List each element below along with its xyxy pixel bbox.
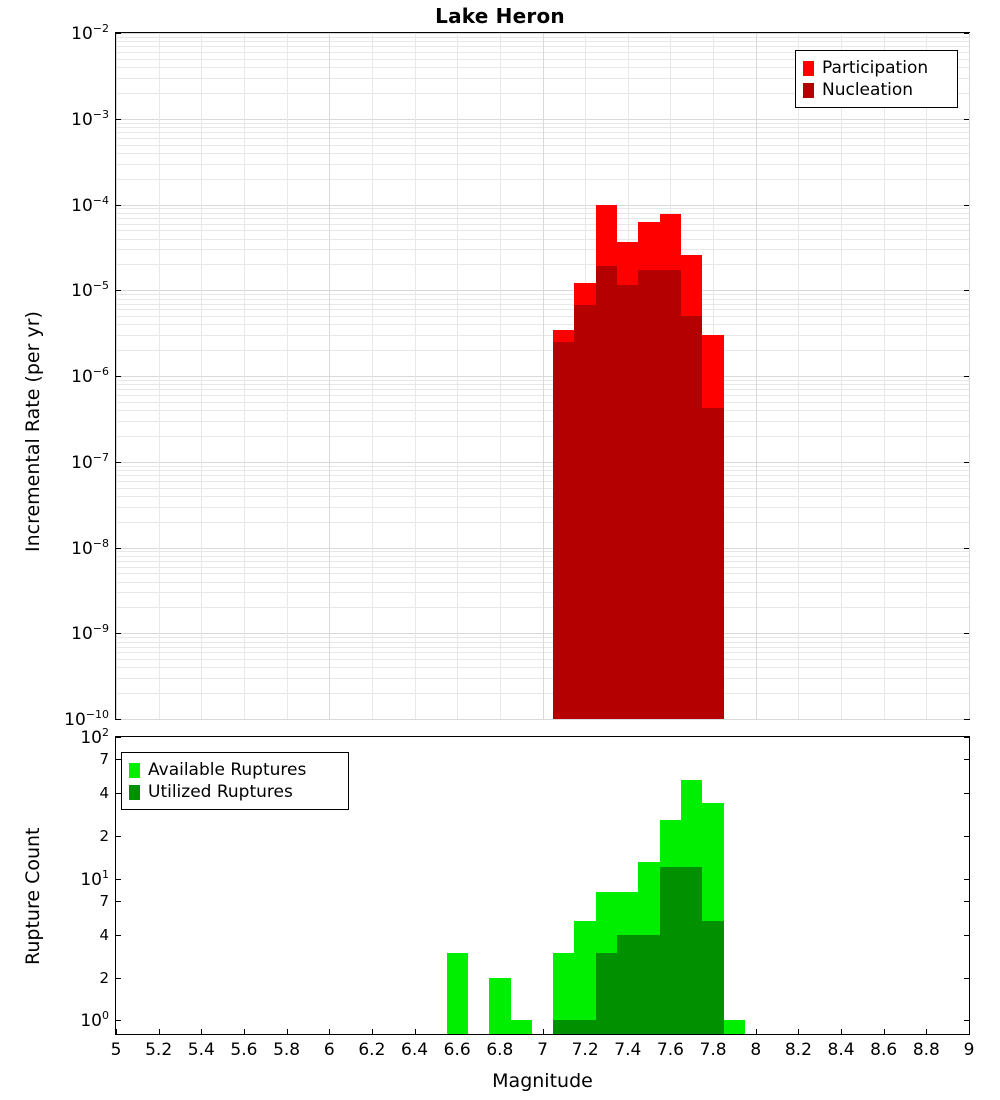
x-tick-label: 7.2 [571,1040,599,1060]
bar-nucleation [681,316,702,719]
x-tick-label: 8.8 [912,1040,940,1060]
y-tick-label: $10^1$ [80,867,109,890]
x-tick-label: 5 [110,1040,122,1060]
legend-label: Utilized Ruptures [148,781,293,802]
y-tick-label: $10^{-6}$ [71,365,109,387]
x-tick-label: 5.4 [187,1040,215,1060]
y-tick-label: $10^{-5}$ [71,279,109,302]
bar-nucleation [553,342,574,719]
incremental-rate-legend [795,50,958,108]
x-tick-label: 6.2 [358,1040,386,1060]
x-tick-label: 7.4 [614,1040,642,1060]
y-tick-label: $10^{-7}$ [71,450,109,473]
rupture-count-ylabel: Rupture Count [22,827,44,965]
y-tick-label: 4 [99,926,109,944]
bar-nucleation [638,270,659,719]
x-tick-label: 5.6 [230,1040,258,1060]
x-tick-label: 6 [323,1040,335,1060]
x-tick-label: 8 [750,1040,762,1060]
bar-nucleation [617,285,638,719]
bar-available-ruptures [489,978,510,1034]
bar-utilized-ruptures [681,867,702,1034]
bar-utilized-ruptures [702,921,723,1034]
nucleation-swatch [803,83,814,98]
x-tick-label: 8.2 [784,1040,812,1060]
y-tick-label: $10^{-8}$ [71,536,109,559]
x-tick-label: 7 [537,1040,548,1060]
participation-swatch [803,61,814,76]
legend-item-available-ruptures [129,759,340,781]
bar-available-ruptures [511,1020,532,1034]
x-tick-label: 6.4 [401,1040,429,1060]
legend-label: Available Ruptures [148,759,307,780]
legend-item-utilized-ruptures [129,781,340,803]
y-tick-label: 2 [99,968,109,987]
y-tick-label: $10^{-9}$ [71,622,109,645]
bar-utilized-ruptures [660,867,681,1034]
bar-available-ruptures [724,1020,745,1034]
legend-item-nucleation [803,79,949,101]
bar-nucleation [660,270,681,719]
x-tick-label: 5.2 [145,1040,173,1060]
y-tick-label: $10^2$ [80,726,109,748]
x-tick-label: 6.6 [443,1040,471,1060]
x-tick-label: 6.8 [486,1040,514,1060]
bar-nucleation [574,305,595,719]
bar-utilized-ruptures [617,935,638,1034]
y-tick-label: $10^0$ [80,1009,109,1032]
incremental-rate-chart [64,22,970,730]
x-tick-label: 7.6 [656,1040,684,1060]
legend-item-participation [803,57,949,79]
y-tick-label: $10^{-4}$ [71,193,109,216]
bar-utilized-ruptures [638,935,659,1034]
bar-utilized-ruptures [553,1020,574,1034]
rupture-count-legend [121,752,349,810]
bar-nucleation [702,408,723,719]
bar-utilized-ruptures [574,1020,595,1034]
y-tick-label: $10^{-10}$ [64,708,109,730]
y-tick-label: 7 [99,891,109,910]
x-tick-label: 8.4 [827,1040,855,1060]
x-tick-label: 5.8 [273,1040,301,1060]
incremental-rate-ylabel: Incremental Rate (per yr) [22,311,44,552]
y-tick-label: $10^{-2}$ [71,22,109,44]
y-tick-label: 4 [99,784,109,803]
magnitude-xlabel: Magnitude [492,1070,593,1092]
bar-available-ruptures [447,953,468,1034]
bar-utilized-ruptures [596,953,617,1034]
x-tick-label: 8.6 [870,1040,898,1060]
legend-label: Nucleation [822,79,914,100]
bar-nucleation [596,266,617,719]
bar-available-ruptures [574,921,595,1034]
y-tick-label: 2 [99,827,109,845]
x-tick-label: 7.8 [699,1040,727,1060]
page-title: Lake Heron [435,4,565,28]
x-tick-label: 9 [963,1040,975,1060]
y-tick-label: 7 [99,749,109,768]
utilized-ruptures-swatch [129,785,140,800]
y-tick-label: $10^{-3}$ [71,107,109,130]
available-ruptures-swatch [129,763,140,778]
legend-label: Participation [822,57,929,78]
